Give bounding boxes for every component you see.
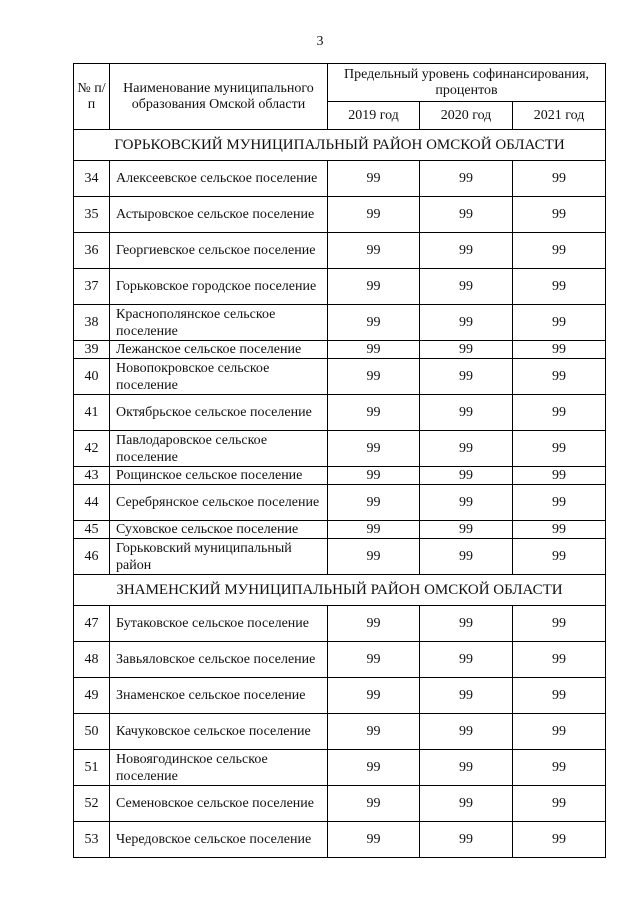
table-row xyxy=(74,786,606,822)
table-row xyxy=(74,305,606,341)
value-2020: 99 xyxy=(420,233,513,269)
value-2020: 99 xyxy=(420,269,513,305)
value-2021: 99 xyxy=(513,642,606,678)
table-row xyxy=(74,642,606,678)
value-2020: 99 xyxy=(420,606,513,642)
municipality-name: Горьковский муниципальный район xyxy=(110,539,328,575)
table-row xyxy=(74,467,606,485)
value-2019: 99 xyxy=(328,786,420,822)
municipality-name: Серебрянское сельское поселение xyxy=(110,485,328,521)
header-year-2021: 2021 год xyxy=(513,102,606,130)
row-number: 43 xyxy=(74,467,110,485)
value-2019: 99 xyxy=(328,269,420,305)
row-number: 35 xyxy=(74,197,110,233)
table-row xyxy=(74,714,606,750)
value-2021: 99 xyxy=(513,431,606,467)
value-2019: 99 xyxy=(328,431,420,467)
value-2021: 99 xyxy=(513,786,606,822)
table-row xyxy=(74,341,606,359)
table-row xyxy=(74,750,606,786)
cofinancing-table xyxy=(73,63,606,858)
table-row xyxy=(74,197,606,233)
value-2021: 99 xyxy=(513,750,606,786)
header-num: № п/п xyxy=(74,64,110,130)
value-2019: 99 xyxy=(328,750,420,786)
value-2021: 99 xyxy=(513,197,606,233)
value-2019: 99 xyxy=(328,521,420,539)
value-2021: 99 xyxy=(513,341,606,359)
municipality-name: Павлодаровское сельское поселение xyxy=(110,431,328,467)
value-2019: 99 xyxy=(328,233,420,269)
row-number: 53 xyxy=(74,822,110,858)
value-2019: 99 xyxy=(328,539,420,575)
header-year-2020: 2020 год xyxy=(420,102,513,130)
table-body xyxy=(74,130,606,858)
table-row xyxy=(74,822,606,858)
section-title: ЗНАМЕНСКИЙ МУНИЦИПАЛЬНЫЙ РАЙОН ОМСКОЙ ОБЛАСТИ xyxy=(74,575,606,606)
row-number: 37 xyxy=(74,269,110,305)
table-row xyxy=(74,233,606,269)
table-row xyxy=(74,485,606,521)
row-number: 46 xyxy=(74,539,110,575)
value-2021: 99 xyxy=(513,485,606,521)
value-2020: 99 xyxy=(420,431,513,467)
value-2019: 99 xyxy=(328,395,420,431)
row-number: 45 xyxy=(74,521,110,539)
municipality-name: Георгиевское сельское поселение xyxy=(110,233,328,269)
value-2020: 99 xyxy=(420,822,513,858)
value-2019: 99 xyxy=(328,606,420,642)
row-number: 40 xyxy=(74,359,110,395)
table-row xyxy=(74,395,606,431)
municipality-name: Октябрьское сельское поселение xyxy=(110,395,328,431)
value-2020: 99 xyxy=(420,359,513,395)
table-row xyxy=(74,678,606,714)
value-2020: 99 xyxy=(420,161,513,197)
value-2020: 99 xyxy=(420,714,513,750)
value-2021: 99 xyxy=(513,233,606,269)
table-header xyxy=(74,64,606,130)
value-2021: 99 xyxy=(513,395,606,431)
municipality-name: Новопокровское сельское поселение xyxy=(110,359,328,395)
header-year-2019: 2019 год xyxy=(328,102,420,130)
row-number: 39 xyxy=(74,341,110,359)
value-2021: 99 xyxy=(513,714,606,750)
municipality-name: Астыровское сельское поселение xyxy=(110,197,328,233)
value-2021: 99 xyxy=(513,359,606,395)
municipality-name: Алексеевское сельское поселение xyxy=(110,161,328,197)
value-2021: 99 xyxy=(513,539,606,575)
table-row xyxy=(74,161,606,197)
municipality-name: Горьковское городское поселение xyxy=(110,269,328,305)
value-2019: 99 xyxy=(328,714,420,750)
row-number: 51 xyxy=(74,750,110,786)
table-row xyxy=(74,269,606,305)
municipality-name: Лежанское сельское поселение xyxy=(110,341,328,359)
table-row xyxy=(74,606,606,642)
municipality-name: Качуковское сельское поселение xyxy=(110,714,328,750)
value-2019: 99 xyxy=(328,359,420,395)
header-group: Предельный уровень софинансирования, процентов xyxy=(328,64,606,102)
municipality-name: Краснополянское сельское поселение xyxy=(110,305,328,341)
value-2019: 99 xyxy=(328,197,420,233)
value-2020: 99 xyxy=(420,678,513,714)
value-2019: 99 xyxy=(328,485,420,521)
value-2019: 99 xyxy=(328,822,420,858)
row-number: 47 xyxy=(74,606,110,642)
value-2019: 99 xyxy=(328,341,420,359)
municipality-name: Завьяловское сельское поселение xyxy=(110,642,328,678)
row-number: 49 xyxy=(74,678,110,714)
value-2019: 99 xyxy=(328,642,420,678)
section-title: ГОРЬКОВСКИЙ МУНИЦИПАЛЬНЫЙ РАЙОН ОМСКОЙ ОБЛАСТИ xyxy=(74,130,606,161)
value-2021: 99 xyxy=(513,161,606,197)
value-2021: 99 xyxy=(513,822,606,858)
row-number: 34 xyxy=(74,161,110,197)
value-2020: 99 xyxy=(420,642,513,678)
row-number: 48 xyxy=(74,642,110,678)
value-2021: 99 xyxy=(513,305,606,341)
value-2019: 99 xyxy=(328,467,420,485)
value-2020: 99 xyxy=(420,485,513,521)
value-2019: 99 xyxy=(328,678,420,714)
value-2020: 99 xyxy=(420,197,513,233)
value-2019: 99 xyxy=(328,161,420,197)
value-2020: 99 xyxy=(420,467,513,485)
section-header-row xyxy=(74,130,606,161)
value-2020: 99 xyxy=(420,539,513,575)
row-number: 42 xyxy=(74,431,110,467)
table-row xyxy=(74,359,606,395)
row-number: 36 xyxy=(74,233,110,269)
row-number: 41 xyxy=(74,395,110,431)
value-2020: 99 xyxy=(420,786,513,822)
table-row xyxy=(74,521,606,539)
value-2021: 99 xyxy=(513,467,606,485)
municipality-name: Семеновское сельское поселение xyxy=(110,786,328,822)
municipality-name: Рощинское сельское поселение xyxy=(110,467,328,485)
municipality-name: Знаменское сельское поселение xyxy=(110,678,328,714)
value-2021: 99 xyxy=(513,606,606,642)
municipality-name: Бутаковское сельское поселение xyxy=(110,606,328,642)
table-row xyxy=(74,539,606,575)
value-2019: 99 xyxy=(328,305,420,341)
row-number: 38 xyxy=(74,305,110,341)
row-number: 50 xyxy=(74,714,110,750)
value-2020: 99 xyxy=(420,395,513,431)
section-header-row xyxy=(74,575,606,606)
value-2020: 99 xyxy=(420,305,513,341)
value-2020: 99 xyxy=(420,750,513,786)
row-number: 52 xyxy=(74,786,110,822)
page-number: 3 xyxy=(316,34,324,49)
value-2021: 99 xyxy=(513,269,606,305)
table-row xyxy=(74,431,606,467)
header-name: Наименование муниципального образования Омской области xyxy=(110,64,328,130)
value-2020: 99 xyxy=(420,341,513,359)
row-number: 44 xyxy=(74,485,110,521)
value-2021: 99 xyxy=(513,521,606,539)
municipality-name: Новоягодинское сельское поселение xyxy=(110,750,328,786)
value-2020: 99 xyxy=(420,521,513,539)
municipality-name: Чередовское сельское поселение xyxy=(110,822,328,858)
municipality-name: Суховское сельское поселение xyxy=(110,521,328,539)
value-2021: 99 xyxy=(513,678,606,714)
